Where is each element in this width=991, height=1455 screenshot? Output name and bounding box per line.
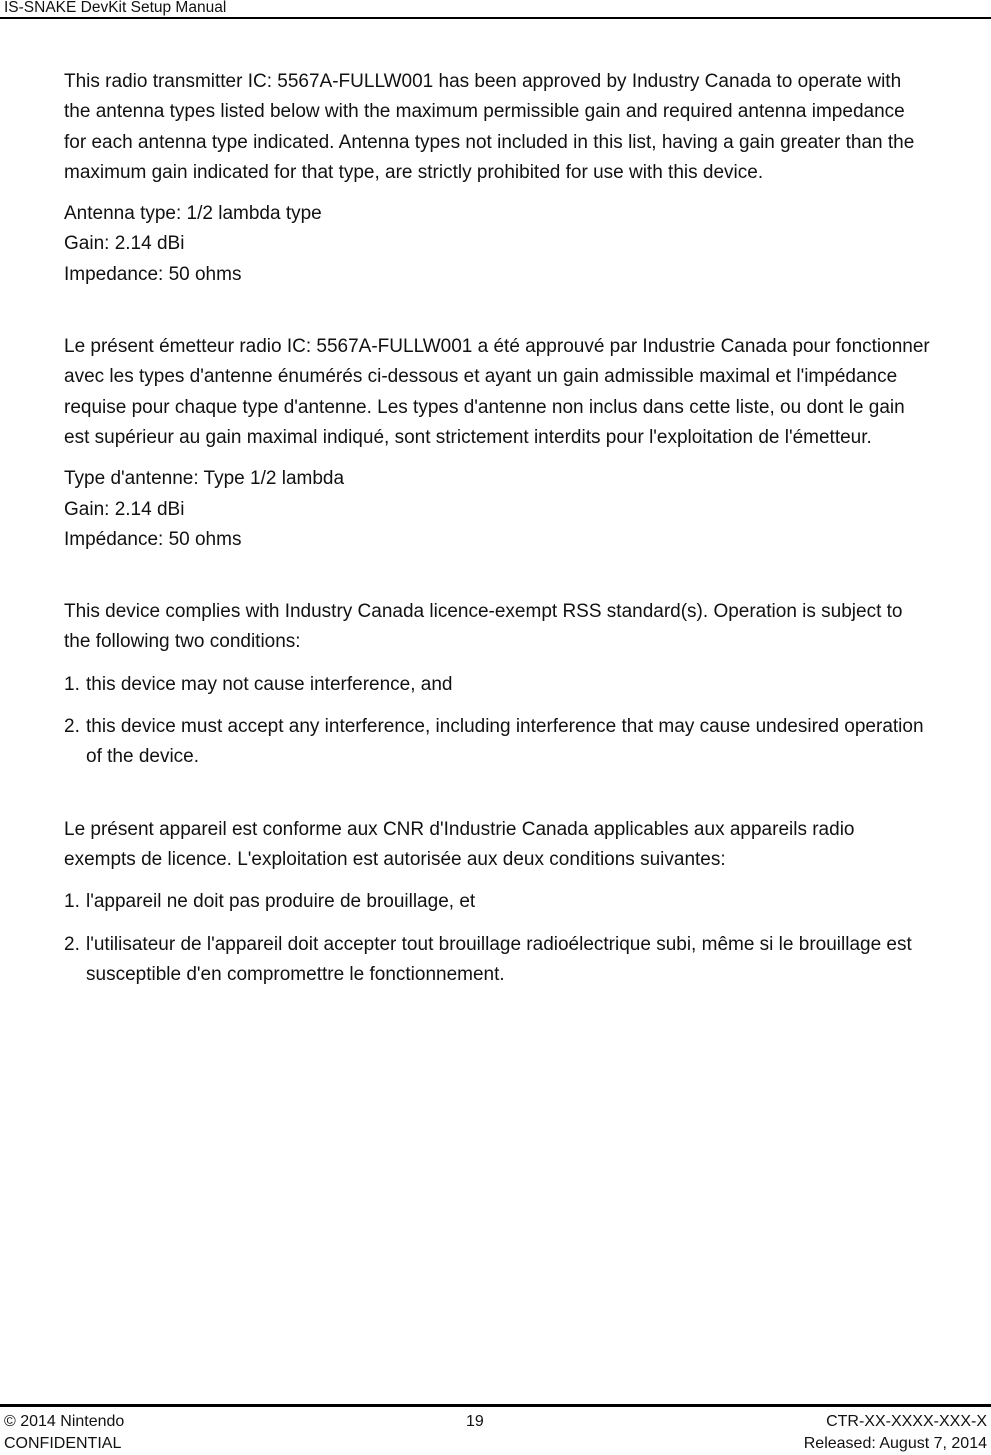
en-antenna-specs [64, 199, 989, 290]
list-number: 2. [64, 716, 80, 738]
copyright-notice: © 2014 Nintendo [4, 1413, 125, 1430]
list-number: 2. [64, 933, 80, 955]
en-rss-conditions [64, 670, 989, 773]
fr-ic-statement: Le présent émetteur radio IC: 5567A-FULLW001 a été approuvé par Industrie Canada pour fonctionner avec les types d'antenne énumérés ci-dessous et ayant un gain admissible maximal et l'impédance requise pour chaque type d'antenne. Les types d'antenne non inclus dans cette liste, ou dont le gain est supérieur au gain maximal indiqué, sont strictement interdits pour l'exploitation de l'émetteur. [64, 336, 930, 448]
fr-rss-conditions [64, 887, 989, 990]
footer-right [804, 1411, 987, 1455]
list-item [64, 930, 989, 991]
en-antenna-gain: Gain: 2.14 dBi [64, 233, 185, 255]
document-title: IS-SNAKE DevKit Setup Manual [4, 0, 227, 16]
list-text: l'appareil ne doit pas produire de brouillage, et [86, 891, 476, 913]
list-text: l'utilisateur de l'appareil doit accepter tout brouillage radioélectrique subi, même si le brouillage est susceptible d'en compromettre le fonctionnement. [86, 933, 912, 985]
footer-center [466, 1411, 484, 1433]
list-number: 1. [64, 891, 80, 913]
en-rss-intro: This device complies with Industry Canada licence-exempt RSS standard(s). Operation is subject to the following two conditions: [64, 601, 903, 653]
en-ic-statement: This radio transmitter IC: 5567A-FULLW001 has been approved by Industry Canada to operate with the antenna types listed below with the maximum permissible gain and required antenna impedance for each antenna type indicated. Antenna types not included in this list, having a gain greater than the maximum gain indicated for that type, are strictly prohibited for use with this device. [64, 71, 915, 183]
list-item [64, 887, 989, 917]
page-header [0, 0, 991, 19]
list-text: this device must accept any interference, including interference that may cause undesired operation of the device. [86, 716, 924, 768]
fr-antenna-specs [64, 464, 989, 555]
fr-antenna-type: Type d'antenne: Type 1/2 lambda [64, 468, 345, 490]
page-footer [0, 1404, 991, 1454]
footer-left [4, 1411, 124, 1455]
fr-antenna-impedance: Impédance: 50 ohms [64, 528, 242, 550]
fr-rss-intro: Le présent appareil est conforme aux CNR d'Industrie Canada applicables aux appareils radio exempts de licence. L'exploitation est autorisée aux deux conditions suivantes: [64, 818, 855, 870]
release-date: Released: August 7, 2014 [803, 1435, 987, 1452]
page-number: 19 [466, 1413, 484, 1430]
confidential-label: CONFIDENTIAL [4, 1435, 122, 1452]
page-content [64, 67, 989, 990]
document-id: CTR-XX-XXXX-XXX-X [826, 1413, 987, 1430]
fr-antenna-gain: Gain: 2.14 dBi [64, 498, 185, 520]
list-item [64, 712, 989, 773]
en-antenna-type: Antenna type: 1/2 lambda type [64, 203, 322, 225]
list-item [64, 670, 989, 700]
list-number: 1. [64, 673, 80, 695]
en-antenna-impedance: Impedance: 50 ohms [64, 263, 242, 285]
list-text: this device may not cause interference, and [86, 673, 453, 695]
